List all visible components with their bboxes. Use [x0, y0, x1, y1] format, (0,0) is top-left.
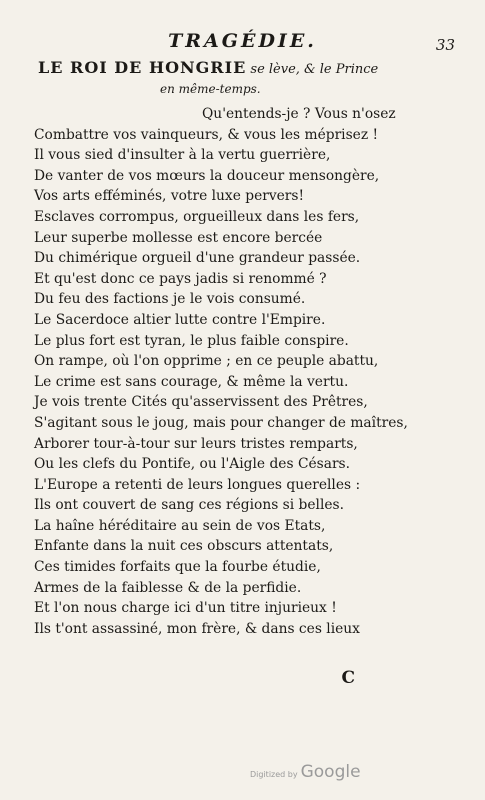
verse-line: Esclaves corrompus, orgueilleux dans les fers,	[34, 208, 360, 225]
verse-line: Du chimérique orgueil d'une grandeur passée.	[34, 250, 361, 267]
verse-line: Je vois trente Cités qu'asservissent des Prêtres,	[34, 394, 368, 411]
google-logo: Google	[300, 762, 361, 782]
verse-line: Vos arts efféminés, votre luxe pervers!	[34, 188, 305, 205]
verse-line: S'agitant sous le joug, mais pour changer de maîtres,	[34, 414, 408, 431]
verse-line: Armes de la faiblesse & de la perfidie.	[34, 579, 302, 596]
digitized-watermark	[250, 762, 361, 782]
verse-line: Le plus fort est tyran, le plus faible conspire.	[34, 332, 349, 349]
verse-line: On rampe, où l'on opprime ; en ce peuple abattu,	[34, 353, 379, 370]
verse-line: Leur superbe mollesse est encore bercée	[34, 229, 323, 246]
verse-line: Qu'entends-je ? Vous n'osez	[202, 106, 396, 122]
verse-line: Et l'on nous charge ici d'un titre injurieux !	[34, 600, 337, 617]
stage-direction-text: se lève, & le Prince	[246, 62, 379, 77]
verse-line: Et qu'est donc ce pays jadis si renommé ?	[34, 270, 327, 287]
stage-direction-continued: en même-temps.	[160, 82, 261, 96]
verse-line: Le Sacerdoce altier lutte contre l'Empire.	[34, 311, 326, 328]
verse-line: L'Europe a retenti de leurs longues querelles :	[34, 476, 361, 493]
watermark-prefix: Digitized by	[250, 770, 298, 779]
verse-line: Ces timides forfaits que la fourbe étudie,	[34, 559, 321, 576]
speaker-name: LE ROI DE HONGRIE	[38, 58, 247, 77]
verse-line: Arborer tour-à-tour sur leurs tristes remparts,	[34, 435, 358, 452]
running-title: TRAGÉDIE.	[168, 30, 317, 52]
stage-direction	[38, 58, 458, 77]
signature-mark: C	[341, 668, 355, 688]
verse-line: Ou les clefs du Pontife, ou l'Aigle des Césars.	[34, 456, 351, 473]
verse-line: La haîne héréditaire au sein de vos Etats,	[34, 517, 326, 534]
page-number: 33	[435, 36, 455, 54]
verse-line: Il vous sied d'insulter à la vertu guerrière,	[34, 147, 331, 164]
verse-line: Ils t'ont assassiné, mon frère, & dans ces lieux	[34, 620, 360, 637]
verse-block	[34, 104, 464, 639]
verse-line: Du feu des factions je le vois consumé.	[34, 291, 306, 308]
verse-line: Le crime est sans courage, & même la vertu.	[34, 373, 349, 390]
verse-line: De vanter de vos mœurs la douceur mensongère,	[34, 167, 380, 184]
verse-line: Enfante dans la nuit ces obscurs attentats,	[34, 538, 334, 555]
verse-line: Combattre vos vainqueurs, & vous les méprisez !	[34, 126, 379, 143]
verse-line: Ils ont couvert de sang ces régions si belles.	[34, 497, 344, 514]
